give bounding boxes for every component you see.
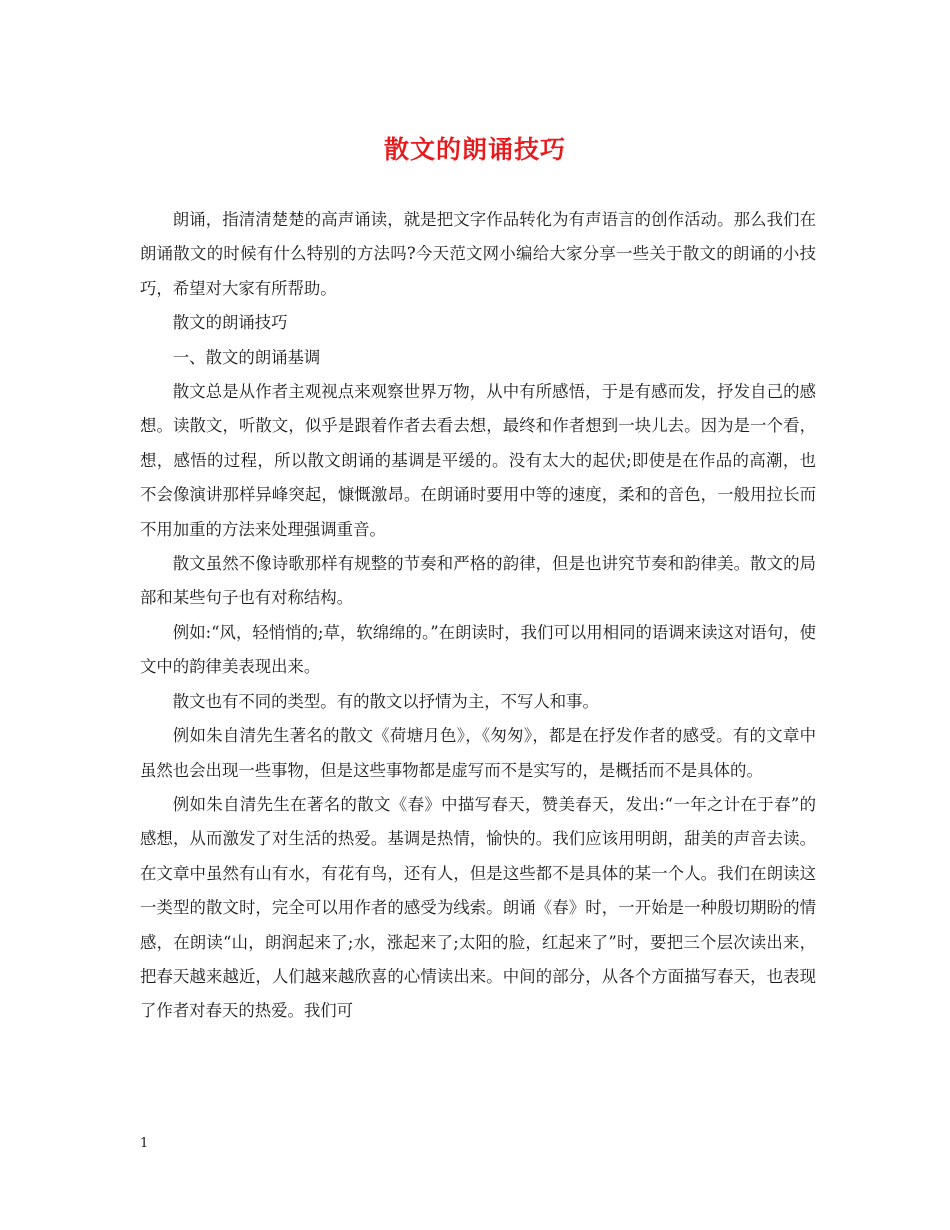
paragraph-example-wind: 例如:“风，轻悄悄的;草，软绵绵的。”在朗读时，我们可以用相同的语调来读这对语句，使文中的韵律美表现出来。 bbox=[140, 622, 816, 677]
page-number: 1 bbox=[140, 1136, 149, 1151]
document-title: 散文的朗诵技巧 bbox=[383, 135, 566, 164]
paragraph-rhythm: 散文虽然不像诗歌那样有规整的节奏和严格的韵律，但是也讲究节奏和韵律美。散文的局部和某些句子也有对称结构。 bbox=[140, 554, 816, 608]
paragraph-tone: 散文总是从作者主观视点来观察世界万物，从中有所感悟，于是有感而发，抒发自己的感想。读散文，听散文，似乎是跟着作者去看去想，最终和作者想到一块儿去。因为是一个看，想，感悟的过程，所以散文朗诵的基调是平缓的。没有太大的起伏;即使是在作品的高潮，也不会像演讲那样异峰突起，慷慨激昂。在朗诵时要用中等的速度，柔和的音色，一般用拉长而不用加重的方法来处理强调重音。 bbox=[140, 382, 816, 539]
paragraph-example-lotus: 例如朱自清先生著名的散文《荷塘月色》，《匆匆》，都是在抒发作者的感受。有的文章中虽然也会出现一些事物，但是这些事物都是虚写而不是实写的，是概括而不是具体的。 bbox=[140, 726, 816, 780]
paragraph-section-title: 散文的朗诵技巧 bbox=[172, 313, 288, 333]
paragraph-example-spring: 例如朱自清先生在著名的散文《春》中描写春天，赞美春天，发出:“一年之计在于春”的感想，从而激发了对生活的热爱。基调是热情，愉快的。我们应该用明朗，甜美的声音去读。在文章中虽然有山有水，有花有鸟，还有人，但是这些都不是具体的某一个人。我们在朗读这一类型的散文时，完全可以用作者的感受为线索。朗诵《春》时，一开始是一种殷切期盼的情感，在朗读“山，朗润起来了;水，涨起来了;太阳的脸，红起来了”时，要把三个层次读出来，把春天越来越近，人们越来越欣喜的心情读出来。中间的部分，从各个方面描写春天，也表现了作者对春天的热爱。我们可 bbox=[140, 794, 816, 1021]
paragraph-types: 散文也有不同的类型。有的散文以抒情为主，不写人和事。 bbox=[172, 691, 599, 711]
document-body bbox=[140, 203, 816, 1029]
paragraph-intro: 朗诵，指清清楚楚的高声诵读，就是把文字作品转化为有声语言的创作活动。那么我们在朗诵散文的时候有什么特别的方法吗?今天范文网小编给大家分享一些关于散文的朗诵的小技巧，希望对大家有所帮助。 bbox=[140, 210, 816, 298]
paragraph-heading-one: 一、散文的朗诵基调 bbox=[172, 347, 321, 367]
